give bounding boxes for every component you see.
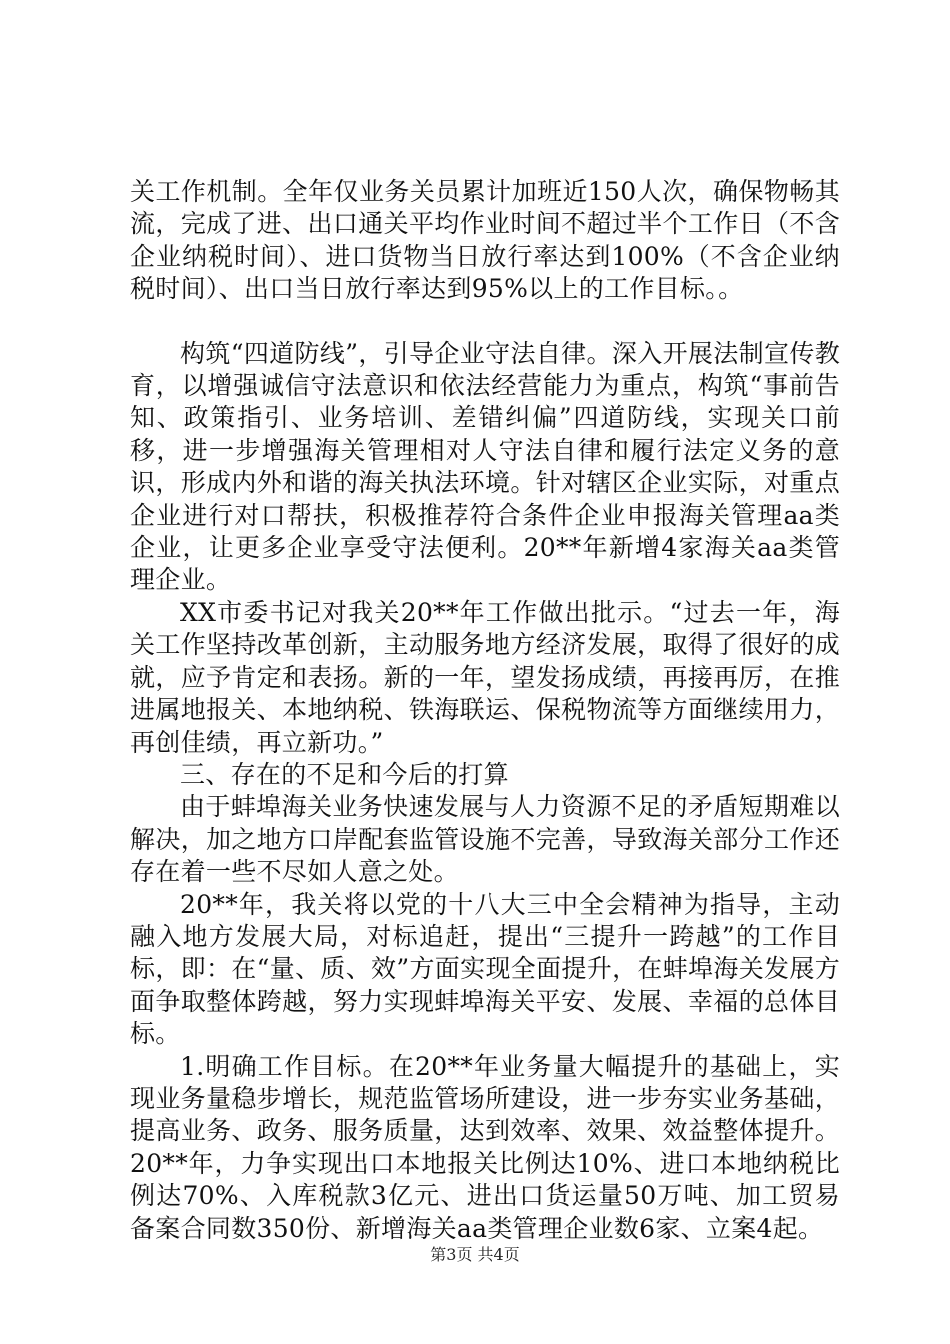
paragraph-four-defense-lines: 构筑“四道防线”，引导企业守法自律。深入开展法制宣传教育，以增强诚信守法意识和依法经营能力为重点，构筑“事前告知、政策指引、业务培训、差错纠偏”四道防线，实现关口前移，进一步增强海关管理相对人守法自律和履行法定义务的意识，形成内外和谐的海关执法环境。针对辖区企业实际，对重点企业进行对口帮扶，积极推荐符合条件企业申报海关管理aa类企业，让更多企业享受守法便利。20**年新增4家海关aa类管理企业。	[130, 338, 840, 595]
document-body	[130, 176, 840, 1245]
paragraph-next-year-goals: 20**年，我关将以党的十八大三中全会精神为指导，主动融入地方发展大局，对标追赶，提出“三提升一跨越”的工作目标，即：在“量、质、效”方面实现全面提升，在蚌埠海关发展方面争取整体跨越，努力实现蚌埠海关平安、发展、幸福的总体目标。	[130, 889, 840, 1049]
paragraph-work-targets: 1.明确工作目标。在20**年业务量大幅提升的基础上，实现业务量稳步增长，规范监管场所建设，进一步夯实业务基础，提高业务、政务、服务质量，达到效率、效果、效益整体提升。20**年，力争实现出口本地报关比例达10%、进口本地纳税比例达70%、入库税款3亿元、进出口货运量50万吨、加工贸易备案合同数350份、新增海关aa类管理企业数6家、立案4起。	[130, 1051, 840, 1243]
page-number-footer: 第3页 共4页	[430, 1245, 520, 1264]
paragraph-customs-mechanism: 关工作机制。全年仅业务关员累计加班近150人次，确保物畅其流，完成了进、出口通关平均作业时间不超过半个工作日（不含企业纳税时间）、进口货物当日放行率达到100%（不含企业纳税时间）、出口当日放行率达到95%以上的工作目标。。	[130, 177, 840, 304]
paragraph-secretary-instruction: XX市委书记对我关20**年工作做出批示。“过去一年，海关工作坚持改革创新，主动服务地方经济发展，取得了很好的成就，应予肯定和表扬。新的一年，望发扬成绩，再接再厉，在推进属地报关、本地纳税、铁海联运、保税物流等方面继续用力，再创佳绩，再立新功。”	[130, 597, 840, 757]
paragraph-shortcomings: 由于蚌埠海关业务快速发展与人力资源不足的矛盾短期难以解决，加之地方口岸配套监管设施不完善，导致海关部分工作还存在着一些不尽如人意之处。	[130, 792, 840, 887]
section-heading-shortcomings-plans: 三、存在的不足和今后的打算	[180, 759, 509, 789]
